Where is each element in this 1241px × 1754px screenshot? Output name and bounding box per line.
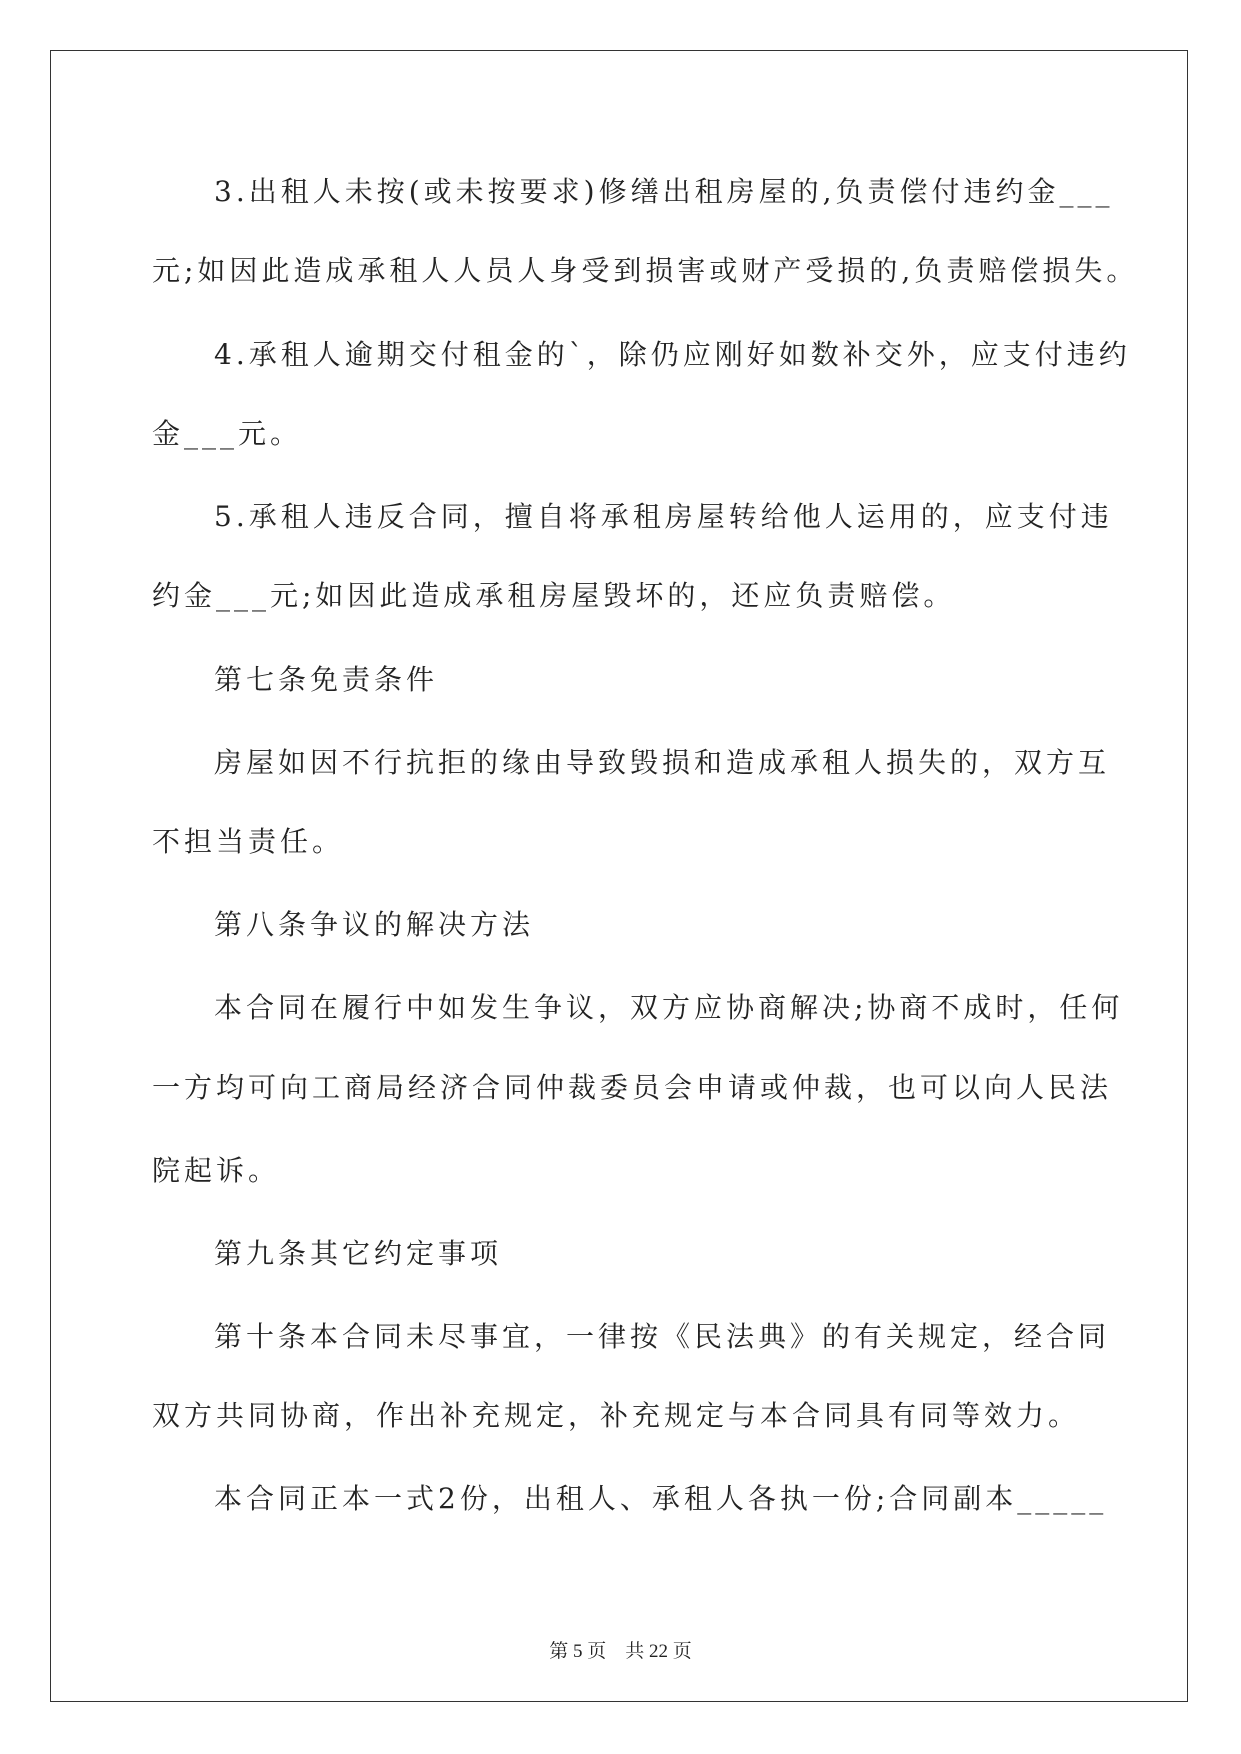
text-line: 院起诉。 xyxy=(152,1154,281,1187)
page-total: 共 22 页 xyxy=(625,1641,692,1662)
section-heading: 第九条其它约定事项 xyxy=(214,1237,503,1270)
text-line: 本合同在履行中如发生争议，双方应协商解决;协商不成时，任何 xyxy=(214,991,1124,1024)
text-line: 一方均可向工商局经济合同仲裁委员会申请或仲裁，也可以向人民法 xyxy=(152,1071,1113,1104)
text-line: 不担当责任。 xyxy=(152,825,345,858)
text-line: 第十条本合同未尽事宜，一律按《民法典》的有关规定，经合同 xyxy=(214,1320,1111,1353)
text-line: 金___元。 xyxy=(152,417,303,450)
page-number: 第 5 页 xyxy=(549,1641,607,1662)
section-heading: 第七条免责条件 xyxy=(214,663,439,696)
page-footer xyxy=(0,1636,1241,1663)
text-line: 双方共同协商，作出补充规定，补充规定与本合同具有同等效力。 xyxy=(152,1399,1081,1432)
text-line: 5.承租人违反合同，擅自将承租房屋转给他人运用的，应支付违 xyxy=(214,500,1113,533)
text-line: 元;如因此造成承租人人员人身受到损害或财产受损的,负责赔偿损失。 xyxy=(152,254,1139,287)
text-line: 3.出租人未按(或未按要求)修缮出租房屋的,负责偿付违约金___ xyxy=(214,175,1114,208)
text-line: 约金___元;如因此造成承租房屋毁坏的，还应负责赔偿。 xyxy=(152,579,956,612)
section-heading: 第八条争议的解决方法 xyxy=(214,908,535,941)
text-line: 房屋如因不行抗拒的缘由导致毁损和造成承租人损失的，双方互 xyxy=(214,746,1111,779)
page-border xyxy=(50,50,1188,1702)
text-line: 本合同正本一式2份，出租人、承租人各执一份;合同副本_____ xyxy=(214,1482,1108,1515)
text-line: 4.承租人逾期交付租金的`，除仍应刚好如数补交外，应支付违约 xyxy=(214,338,1131,371)
